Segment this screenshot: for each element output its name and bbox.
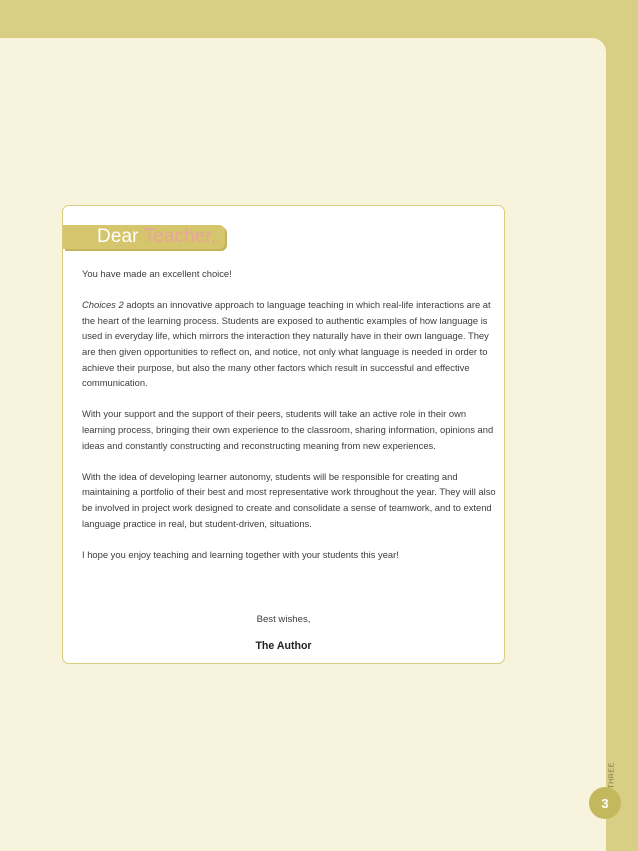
page-edge-band bbox=[606, 38, 638, 851]
paragraph-greeting: You have made an excellent choice! bbox=[82, 268, 232, 279]
paragraph-approach-text: adopts an innovative approach to language teaching in which real-life interactions are at the heart of the learning process. Students are exposed to authentic examples of how language is used in everyday life, which mirrors the interaction they naturally have in their own language. They are then given opportunities to reflect on, and notice, not only what language is needed in order to achieve their purpose, but also the many other factors which result in successful and effective communication. bbox=[82, 299, 491, 389]
closing-best-wishes: Best wishes, bbox=[256, 614, 311, 625]
heading-word-dear: Dear bbox=[97, 226, 139, 247]
paragraph-autonomy: With the idea of developing learner autonomy, students will be responsible for creating and maintaining a portfolio of their best and most representative work throughout the year. They will also be involved in project work designed to create and consolidate a sense of teamwork, and to extend language practice in real, but student-driven, situations. bbox=[82, 470, 496, 529]
letter-card bbox=[62, 205, 505, 664]
side-page-label-text: THREE bbox=[608, 761, 616, 789]
paragraph-approach bbox=[82, 297, 498, 391]
page-number-badge bbox=[589, 787, 621, 819]
author-signature: The Author bbox=[255, 640, 312, 652]
book-title: Choices 2 bbox=[82, 299, 124, 311]
side-page-label bbox=[602, 760, 622, 790]
paragraph-closing: I hope you enjoy teaching and learning together with your students this year! bbox=[82, 548, 399, 560]
page-number: 3 bbox=[601, 795, 609, 811]
paragraph-support: With your support and the support of their peers, students will take an active role in their own learning process, bringing their own experience to the classroom, sharing information, opinions and ideas and constantly constructing and reconstructing meaning from new experiences. bbox=[82, 408, 494, 451]
letter-body bbox=[82, 266, 498, 578]
heading-word-teacher: Teacher, bbox=[143, 226, 217, 247]
letter-heading bbox=[97, 225, 216, 249]
